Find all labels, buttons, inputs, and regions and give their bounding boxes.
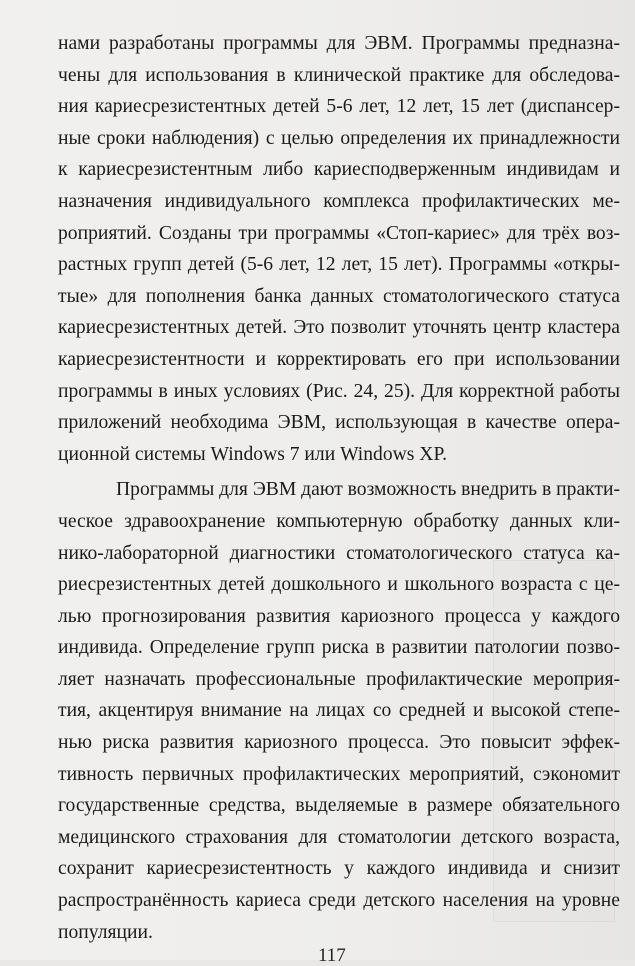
text-line: риесрезистентных детей дошкольного и школьного возраста с це-: [58, 574, 620, 596]
paragraph-1: [58, 28, 620, 470]
text-line: ционной системы Windows 7 или Windows XP.: [58, 443, 448, 465]
text-line: нами разработаны программы для ЭВМ. Программы предназна-: [58, 33, 620, 54]
text-line: приложений необходима ЭВМ, использующая в качестве опера-: [58, 412, 620, 434]
text-line: тые» для пополнения банка данных стоматологического статуса: [58, 285, 620, 307]
text-line: к кариесрезистентным либо кариесподверженным индивидам и: [58, 159, 620, 181]
text-line: ляет назначать профессиональные профилактические мероприя-: [58, 668, 620, 690]
page-number: 117: [318, 945, 346, 966]
paragraph-2: [58, 474, 620, 948]
text-line: чены для использования в клинической практике для обследова-: [58, 64, 620, 86]
text-line: ния кариесрезистентных детей 5-6 лет, 12 лет, 15 лет (диспансер-: [58, 96, 620, 118]
text-line: ные сроки наблюдения) с целью определения их принадлежности: [58, 127, 620, 149]
text-line: лью прогнозирования развития кариозного процесса у каждого: [58, 605, 620, 627]
text-line: индивида. Определение групп риска в развитии патологии позво-: [58, 637, 620, 659]
text-line: сохранит кариесрезистентность у каждого индивида и снизит: [58, 858, 620, 880]
text-line: тивность первичных профилактических мероприятий, сэкономит: [58, 763, 620, 785]
text-line: назначения индивидуального комплекса профилактических ме-: [58, 190, 620, 212]
body-text: [58, 28, 620, 948]
text-line: популяции.: [58, 921, 153, 943]
text-line: нико-лабораторной диагностики стоматологического статуса ка-: [58, 542, 620, 564]
text-line: Программы для ЭВМ дают возможность внедрить в практи-: [116, 479, 620, 501]
text-line: ческое здравоохранение компьютерную обработку данных кли-: [58, 510, 620, 532]
text-line: распространённость кариеса среди детского населения на уровне: [58, 890, 620, 912]
text-line: роприятий. Созданы три программы «Стоп-кариес» для трёх воз-: [58, 222, 620, 244]
text-line: медицинского страхования для стоматологии детского возраста,: [58, 826, 620, 848]
text-line: кариесрезистентных детей. Это позволит уточнять центр кластера: [58, 317, 620, 339]
text-line: программы в иных условиях (Рис. 24, 25). Для корректной работы: [58, 380, 620, 402]
text-line: растных групп детей (5-6 лет, 12 лет, 15 лет). Программы «откры-: [58, 254, 620, 276]
text-line: нью риска развития кариозного процесса. Это повысит эффек-: [58, 732, 620, 754]
text-line: государственные средства, выделяемые в размере обязательного: [58, 795, 620, 817]
text-line: кариесрезистентности и корректировать его при использовании: [58, 348, 620, 370]
text-line: тия, акцентируя внимание на лицах со средней и высокой степе-: [58, 700, 620, 722]
